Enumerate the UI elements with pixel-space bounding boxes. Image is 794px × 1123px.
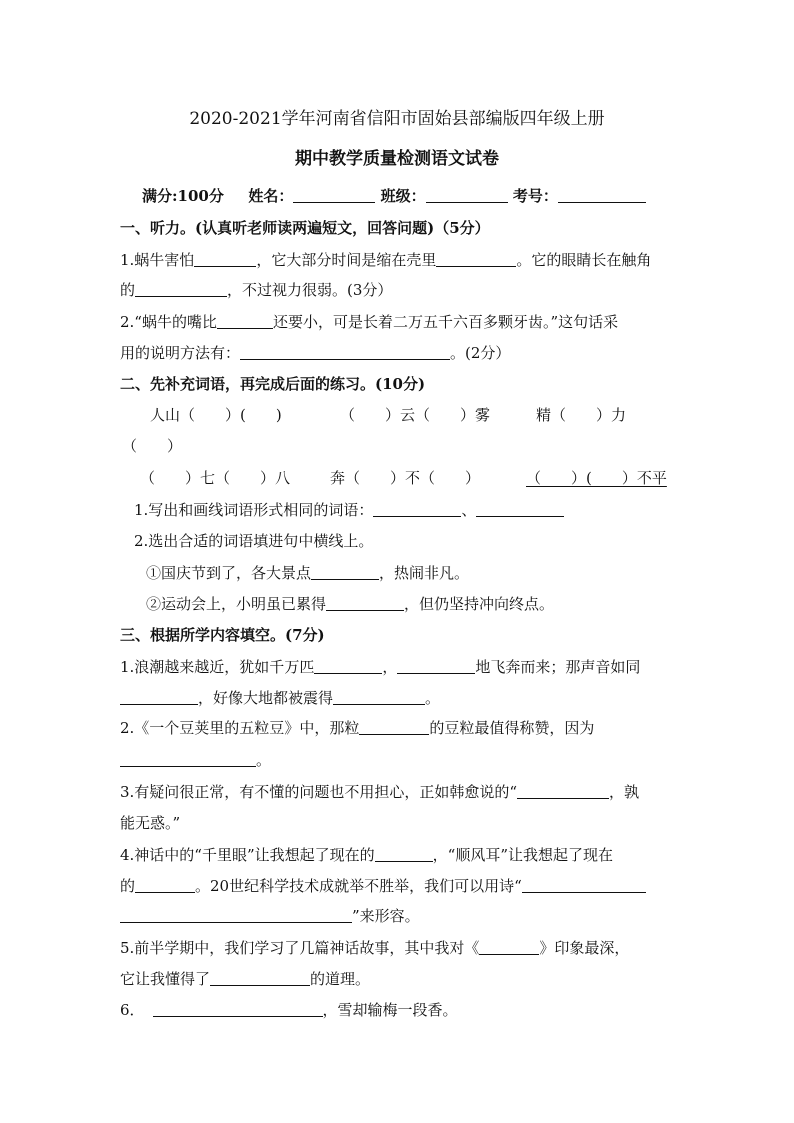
exam-header-info [142, 186, 646, 206]
exam-title-line2: 期中教学质量检测语文试卷 [295, 149, 499, 169]
s3-q2-line1: 2.《一个豆荚里的五粒豆》中，那粒 的豆粒最值得称赞，因为 [120, 719, 595, 737]
answer-blank[interactable] [397, 658, 475, 674]
idiom-2: （ ）云（ ）雾 [340, 406, 491, 424]
answer-blank[interactable] [210, 970, 310, 986]
answer-blank[interactable] [217, 313, 273, 329]
s3-q1-line2: ，好像大地都被震得 。 [120, 688, 440, 708]
s3-q4-line2: 的 。20世纪科学技术成就举不胜举，我们可以用诗“ [120, 876, 646, 896]
s3-q2-line2: 。 [120, 750, 271, 770]
s2-sub2-ii: ②运动会上，小明虽已累得 ，但仍坚持冲向终点。 [146, 595, 555, 613]
answer-blank[interactable] [373, 501, 461, 517]
name-label: 姓名： [248, 187, 294, 205]
answer-blank[interactable] [522, 877, 646, 893]
s3-q4-line3: ”来形容。 [120, 906, 420, 926]
class-field[interactable] [426, 187, 508, 203]
answer-blank[interactable] [375, 846, 433, 862]
s3-q3-line1: 3.有疑问很正常，有不懂的问题也不用担心，正如韩愈说的“ ，孰 [120, 783, 639, 801]
s1-q1-line2: 的 ，不过视力很弱。(3分） [120, 281, 393, 299]
s2-sub1: 1.写出和画线词语形式相同的词语： 、 [134, 500, 564, 520]
answer-blank[interactable] [314, 658, 382, 674]
answer-blank[interactable] [436, 251, 516, 267]
s3-q4-line1: 4.神话中的“千里眼”让我想起了现在的 ，“顺风耳”让我想起了现在 [120, 846, 613, 864]
answer-blank[interactable] [153, 1001, 323, 1017]
answer-blank[interactable] [240, 344, 450, 360]
answer-blank[interactable] [333, 689, 425, 705]
s3-q3-line2: 能无惑。” [120, 814, 181, 832]
idiom-3-wrap: （ ） [122, 437, 183, 455]
s2-sub2-i: ①国庆节到了，各大景点 ，热闹非凡。 [146, 564, 470, 582]
answer-blank[interactable] [476, 501, 564, 517]
s2-sub2: 2.选出合适的词语填进句中横线上。 [134, 532, 374, 550]
section3-heading: 三、根据所学内容填空。(7分) [120, 626, 325, 644]
answer-blank[interactable] [194, 251, 256, 267]
answer-blank[interactable] [135, 281, 227, 297]
s1-q2-line2: 用的说明方法有： 。(2分） [120, 344, 511, 362]
idiom-5: 奔（ ）不（ ） [330, 469, 481, 487]
s3-q5-line1: 5.前半学期中，我们学习了几篇神话故事，其中我对《 》印象最深， [120, 939, 630, 957]
answer-blank[interactable] [359, 719, 429, 735]
idiom-3: 精（ ）力 [536, 406, 627, 424]
s3-q6: 6． ，雪却输梅一段香。 [120, 1001, 458, 1019]
idiom-6-underlined: （ ）( ）不平 [526, 469, 667, 487]
section1-heading: 一、听力。(认真听老师读两遍短文，回答问题)（5分） [120, 219, 490, 237]
score-label: 满分:100分 [142, 187, 224, 205]
number-field[interactable] [558, 187, 646, 203]
answer-blank[interactable] [479, 939, 539, 955]
section2-heading: 二、先补充词语，再完成后面的练习。(10分) [120, 375, 426, 393]
answer-blank[interactable] [135, 877, 195, 893]
answer-blank[interactable] [517, 783, 609, 799]
idiom-1: 人山（ ）( ) [150, 406, 282, 424]
s3-q1-line1: 1.浪潮越来越近，犹如千万匹 ， 地飞奔而来；那声音如同 [120, 658, 641, 676]
number-label: 考号： [512, 187, 558, 205]
class-label: 班级： [380, 187, 426, 205]
s1-q2-line1: 2.“蜗牛的嘴比 还要小，可是长着二万五千六百多颗牙齿。”这句话采 [120, 313, 619, 331]
s3-q5-line2: 它让我懂得了 的道理。 [120, 970, 371, 988]
answer-blank[interactable] [120, 907, 352, 923]
name-field[interactable] [293, 187, 375, 203]
idiom-4: （ ）七（ ）八 [140, 469, 291, 487]
answer-blank[interactable] [120, 751, 256, 767]
answer-blank[interactable] [311, 564, 379, 580]
s1-q1-line1: 1.蜗牛害怕 ，它大部分时间是缩在壳里 。它的眼睛长在触角 [120, 251, 652, 269]
exam-title-line1: 2020-2021学年河南省信阳市固始县部编版四年级上册 [189, 109, 605, 129]
answer-blank[interactable] [120, 689, 198, 705]
answer-blank[interactable] [326, 595, 404, 611]
